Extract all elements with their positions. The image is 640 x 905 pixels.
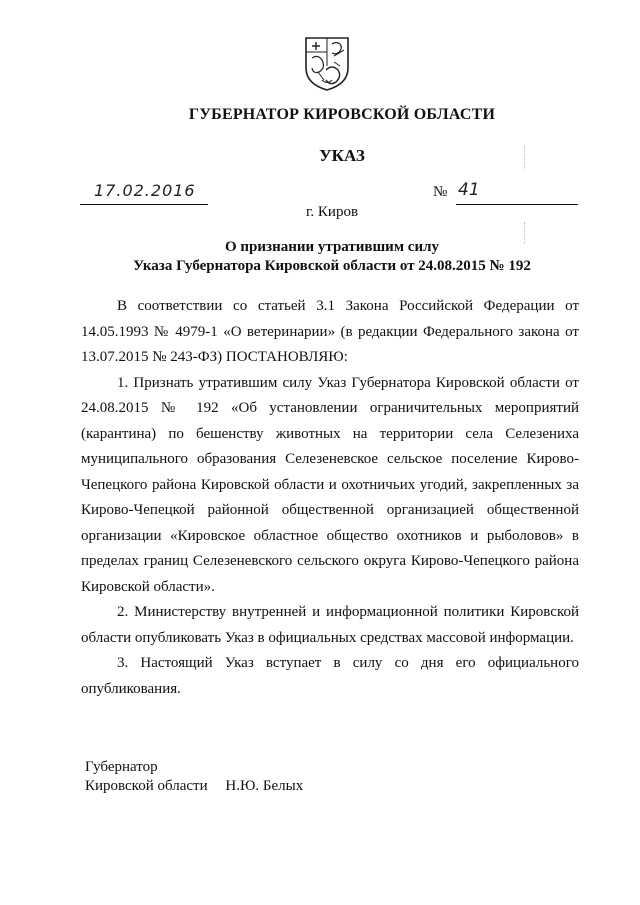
paragraph-item-3: 3. Настоящий Указ вступает в силу со дня его официального опубликования. (81, 655, 579, 697)
signature-position-line-1: Губернатор (85, 759, 158, 775)
kirov-oblast-coat-of-arms-icon (304, 36, 350, 92)
paragraph-item-1: 1. Признать утратившим силу Указ Губернатора Кировской области от 24.08.2015 № 192 «Об установлении ограничительных мероприятий (карантина) по бешенству животных на территории села Селезениха муниципального образования Селезеневское сельское поселение Кирово-Чепецкого района Кировской области и охотничьих угодий, закрепленных за Кирово-Чепецкой районной общественной организацией общественной организации «Кировское областное общество охотников и рыболовов» в пределах границ Селезеневского сельского округа Кирово-Чепецкого района Кировской области». (81, 374, 579, 595)
document-title (12, 238, 640, 276)
number-value: 41 (458, 180, 480, 200)
paragraph-item-2: 2. Министерству внутренней и информационной политики Кировской области опубликовать Указ в официальных средствах массовой информации. (81, 604, 579, 646)
number-field (456, 180, 578, 205)
signature-position-line-2: Кировской области (85, 778, 208, 794)
title-line-1: О признании утратившим силу (225, 239, 439, 255)
title-line-2: Указа Губернатора Кировской области от 24.08.2015 № 192 (133, 258, 531, 274)
city: г. Киров (305, 204, 359, 220)
scan-artifact (524, 146, 526, 170)
number-label: № (433, 184, 448, 200)
document-type: УКАЗ (319, 146, 365, 165)
governor-title: ГУБЕРНАТОР КИРОВСКОЙ ОБЛАСТИ (188, 106, 496, 123)
paragraph-preamble: В соответствии со статьей 3.1 Закона Российской Федерации от 14.05.1993 № 4979-1 «О ветеринарии» (в редакции Федерального закона от 13.07.2015 № 243-ФЗ) ПОСТАНОВЛЯЮ: (81, 298, 579, 365)
signature-name: Н.Ю. Белых (225, 778, 304, 794)
signature-block (85, 758, 303, 796)
date-field (80, 181, 208, 205)
scan-artifact (524, 222, 526, 244)
document-body (81, 294, 579, 702)
date-value: 17.02.2016 (94, 181, 196, 200)
